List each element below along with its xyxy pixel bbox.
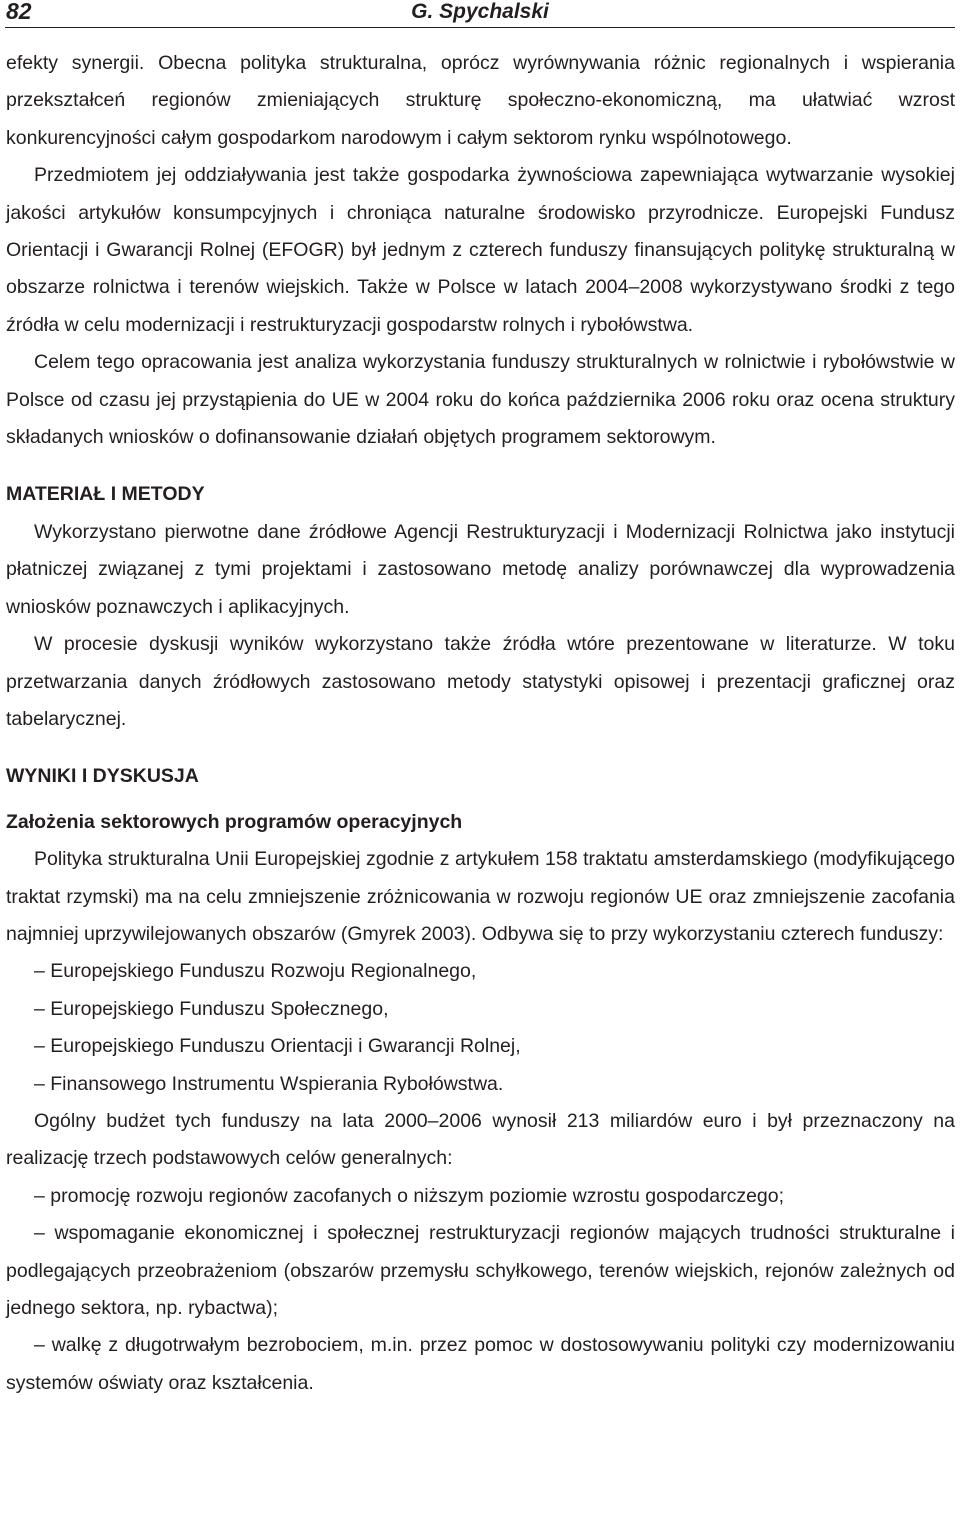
paragraph-budget: Ogólny budżet tych funduszy na lata 2000–2006 wynosił 213 miliardów euro i był przeznaczony na realizację trzech podstawowych celów generalnych: <box>6 1109 955 1170</box>
list-item-goal: – promocję rozwoju regionów zacofanych o niższym poziomie wzrostu gospodarczego; <box>34 1184 785 1207</box>
subsection-heading: Założenia sektorowych programów operacyjnych <box>6 810 463 833</box>
paragraph-aim: Celem tego opracowania jest analiza wykorzystania funduszy strukturalnych w rolnictwie i rybołówstwie w Polsce od czasu jej przystąpienia do UE w 2004 roku do końca października 2006 roku oraz ocena struktury składanych wniosków o dofinansowanie działań objętych programem sektorowym. <box>6 351 955 449</box>
list-item-goal: – wspomaganie ekonomicznej i społecznej restrukturyzacji regionów mających trudności strukturalne i podlegających przeobrażeniom (obszarów przemysłu schyłkowego, terenów wiejskich, rejonów zależnych od jednego sektora, np. rybactwa); <box>6 1222 955 1319</box>
header-rule <box>5 27 955 28</box>
list-item-fund: – Europejskiego Funduszu Rozwoju Regionalnego, <box>34 960 477 983</box>
section-heading-materials-methods: MATERIAŁ I METODY <box>6 483 205 506</box>
list-item-fund: – Finansowego Instrumentu Wspierania Rybołówstwa. <box>34 1072 504 1095</box>
list-item-fund: – Europejskiego Funduszu Orientacji i Gwarancji Rolnej, <box>34 1035 521 1058</box>
section-heading-results: WYNIKI I DYSKUSJA <box>6 765 199 788</box>
paragraph-materials: Wykorzystano pierwotne dane źródłowe Agencji Restrukturyzacji i Modernizacji Rolnictwa jako instytucji płatniczej związanej z tymi projektami i zastosowano metodę analizy porównawczej dla wyprowadzenia wniosków poznawczych i aplikacyjnych. <box>6 520 955 618</box>
page-number: 82 <box>6 0 32 24</box>
list-item-fund: – Europejskiego Funduszu Społecznego, <box>34 997 389 1020</box>
running-head: G. Spychalski <box>411 0 549 23</box>
paragraph-structural-policy: Polityka strukturalna Unii Europejskiej zgodnie z artykułem 158 traktatu amsterdamskiego (modyfikującego traktat rzymski) ma na celu zmniejszenie zróżnicowania w rozwoju regionów UE oraz zmniejszenie zacofania najmniej uprzywilejowanych obszarów (Gmyrek 2003). Odbywa się to przy wykorzystaniu czterech funduszy: <box>6 848 955 945</box>
article-body <box>6 45 955 1402</box>
paragraph-secondary-sources: W procesie dyskusji wyników wykorzystano także źródła wtóre prezentowane w literaturze. W toku przetwarzania danych źródłowych zastosowano metody statystyki opisowej i prezentacji graficznej oraz tabelarycznej. <box>6 633 955 730</box>
paragraph-synergy: efekty synergii. Obecna polityka strukturalna, oprócz wyrównywania różnic regionalnych i wspierania przekształceń regionów zmieniających strukturę społeczno-ekonomiczną, ma ułatwiać wzrost konkurencyjności całym gospodarkom narodowym i całym sektorom rynku wspólnotowego. <box>6 52 955 149</box>
list-item-goal: – walkę z długotrwałym bezrobociem, m.in. przez pomoc w dostosowywaniu polityki czy modernizowaniu systemów oświaty oraz kształcenia. <box>6 1334 955 1394</box>
page-header <box>0 0 960 30</box>
paragraph-food-economy: Przedmiotem jej oddziaływania jest także gospodarka żywnościowa zapewniająca wytwarzanie wysokiej jakości artykułów konsumpcyjnych i chroniąca naturalne środowisko przyrodnicze. Europejski Fundusz Orientacji i Gwarancji Rolnej (EFOGR) był jednym z czterech funduszy finansujących politykę strukturalną w obszarze rolnictwa i terenów wiejskich. Także w Polsce w latach 2004–2008 wykorzystywano środki z tego źródła w celu modernizacji i restrukturyzacji gospodarstw rolnych i rybołówstwa. <box>6 164 955 336</box>
